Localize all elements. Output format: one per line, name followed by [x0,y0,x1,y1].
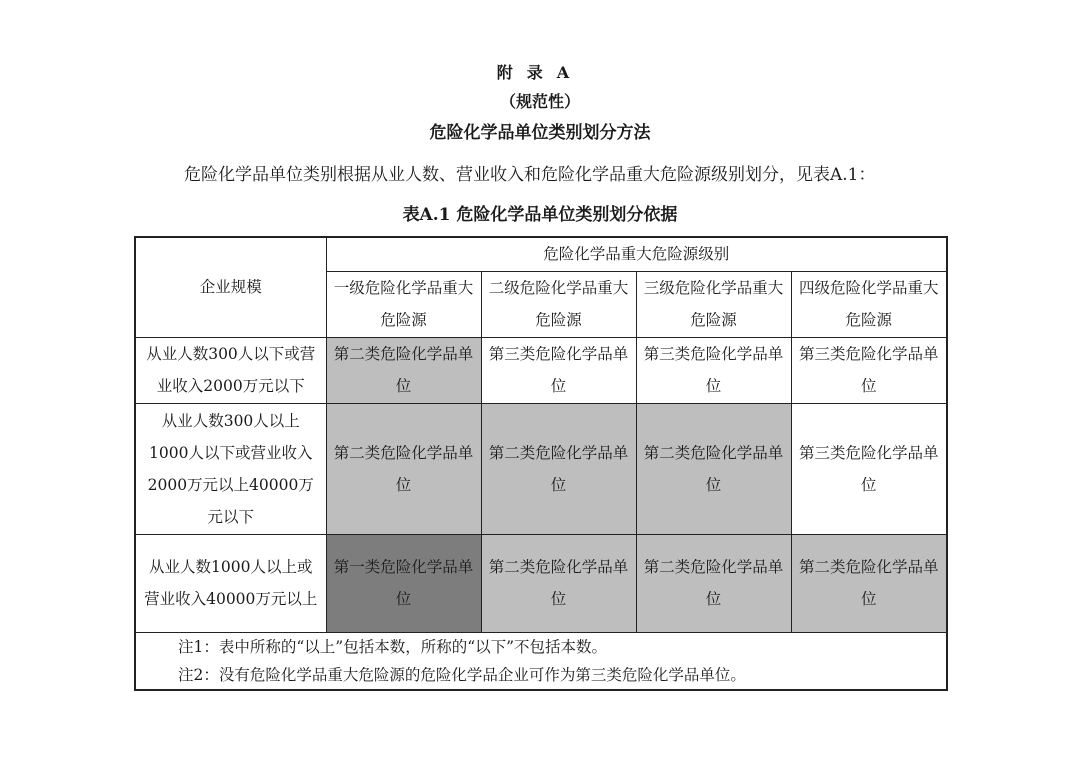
column-header: 二级危险化学品重大危险源 [481,271,636,337]
table-caption: 表A.1 危险化学品单位类别划分依据 [402,205,678,225]
table-cell: 第一类危险化学品单位 [326,534,481,632]
table-row [135,337,947,403]
column-header: 四级危险化学品重大危险源 [791,271,947,337]
table-cell: 第二类危险化学品单位 [481,534,636,632]
classification-table [134,236,948,691]
row-label: 从业人数300人以上1000人以下或营业收入2000万元以上40000万元以下 [135,403,326,534]
table-notes [135,632,947,690]
page-title: 危险化学品单位类别划分方法 [429,123,651,143]
table-cell: 第三类危险化学品单位 [791,337,947,403]
appendix-heading: 附录A [496,63,584,82]
table-cell: 第三类危险化学品单位 [636,337,791,403]
row-label: 从业人数1000人以上或营业收入40000万元以上 [135,534,326,632]
group-header: 危险化学品重大危险源级别 [326,237,947,271]
table-row [135,534,947,632]
table-cell: 第二类危险化学品单位 [326,403,481,534]
table-cell: 第三类危险化学品单位 [481,337,636,403]
table-cell: 第二类危险化学品单位 [636,403,791,534]
note-1: 注1：表中所称的“以上”包括本数，所称的“以下”不包括本数。 [178,637,608,656]
table-cell: 第二类危险化学品单位 [636,534,791,632]
normative-label: （规范性） [499,92,580,111]
note-2: 注2：没有危险化学品重大危险源的危险化学品企业可作为第三类危险化学品单位。 [178,665,746,684]
corner-header: 企业规模 [135,237,326,337]
column-header: 一级危险化学品重大危险源 [326,271,481,337]
row-label: 从业人数300人以下或营业收入2000万元以下 [135,337,326,403]
table-cell: 第二类危险化学品单位 [791,534,947,632]
table-cell: 第二类危险化学品单位 [481,403,636,534]
intro-paragraph: 危险化学品单位类别根据从业人数、营业收入和危险化学品重大危险源级别划分，见表A.1： [184,165,876,185]
column-header: 三级危险化学品重大危险源 [636,271,791,337]
table-cell: 第二类危险化学品单位 [326,337,481,403]
table-cell: 第三类危险化学品单位 [791,403,947,534]
table-row [135,403,947,534]
